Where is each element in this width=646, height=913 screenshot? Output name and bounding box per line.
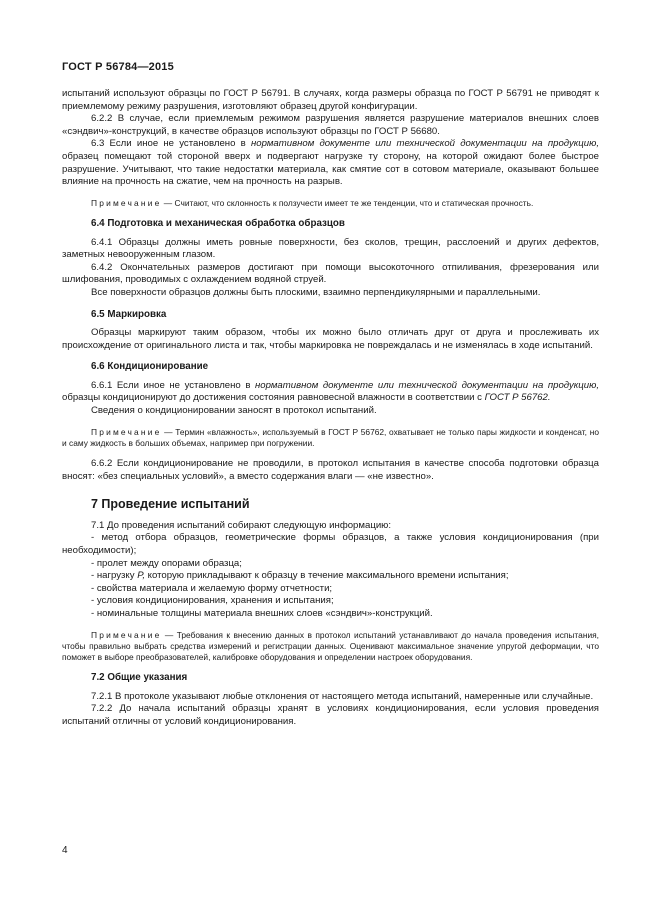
list-item: - метод отбора образцов, геометрические формы образцов, а также условия кондиционирования (при необходимости); bbox=[62, 532, 599, 557]
section-heading-7: 7 Проведение испытаний bbox=[91, 497, 250, 512]
paragraph: испытаний используют образцы по ГОСТ Р 56791. В случаях, когда размеры образца по ГОСТ Р 56791 не приводят к приемлемому режиму разрушения, изготовляют образец другой конфигурации. bbox=[62, 88, 599, 112]
list-item: - свойства материала и желаемую форму отчетности; bbox=[91, 582, 333, 594]
list-item: - нагрузку P, которую прикладывают к образцу в течение максимального времени испытания; bbox=[91, 570, 509, 582]
paragraph-6-4-2: 6.4.2 Окончательных размеров достигают при помощи высокоточного отпиливания, фрезерования или шлифования, проводимых с охлаждением водяной струей. bbox=[62, 261, 599, 286]
paragraph-6-3: 6.3 Если иное не установлено в нормативном документе или технической документации на продукцию, образец помещают той стороной вверх и подвергают нагрузке ту сторону, на которой ожидают более быстрое разрушение. Учитывают, что такие недостатки материала, как смятие сот в сотовом материале, оказывают большее влияние на прочность на сжатие, чем на прочность на разрыв. bbox=[62, 138, 600, 188]
paragraph-6-5: Образцы маркируют таким образом, чтобы их можно было отличать друг от друга и прослеживать их происхождение от оригинального листа и так, чтобы маркировка не повреждалась и не изменялась в ходе испытаний. bbox=[62, 327, 599, 351]
note: Примечание — Требования к внесению данных в протокол испытаний устанавливают до начала проведения испытания, чтобы правильно выбрать средства измерений и регистрации данных. Оценивают максимальное значение упругой деформации, что поможет в выборе преобразователей, калибровке оборудования и определении настроек оборудования. bbox=[62, 629, 599, 663]
paragraph-7-1: 7.1 До проведения испытаний собирают следующую информацию: bbox=[91, 519, 392, 531]
paragraph: Все поверхности образцов должны быть плоскими, взаимно перпендикулярными и параллельными. bbox=[91, 286, 541, 298]
paragraph-7-2-1: 7.2.1 В протоколе указывают любые отклонения от настоящего метода испытаний, намеренные или случайные. bbox=[91, 690, 594, 702]
paragraph-6-2-2: 6.2.2 В случае, если приемлемым режимом разрушения является разрушение материалов внешних слоев «сэндвич»-конструкций, в качестве образцов используют образцы по ГОСТ Р 56680. bbox=[62, 113, 599, 137]
section-heading-7-2: 7.2 Общие указания bbox=[91, 672, 188, 684]
paragraph-6-6-1: 6.6.1 Если иное не установлено в нормативном документе или технической документации на продукцию, образцы кондиционируют до достижения состояния равновесной влажности в соответствии с ГОСТ Р 56762. bbox=[62, 379, 600, 404]
page-number: 4 bbox=[62, 845, 68, 856]
standard-header: ГОСТ Р 56784—2015 bbox=[62, 61, 174, 73]
section-heading-6-5: 6.5 Маркировка bbox=[91, 308, 167, 320]
paragraph-7-2-2: 7.2.2 До начала испытаний образцы хранят в условиях кондиционирования, если условия проведения испытаний отличны от условий кондиционирования. bbox=[62, 703, 599, 727]
section-heading-6-6: 6.6 Кондиционирование bbox=[91, 361, 209, 373]
list-item: - номинальные толщины материала внешних слоев «сэндвич»-конструкций. bbox=[91, 608, 433, 620]
note: Примечание — Считают, что склонность к ползучести имеет те же тенденции, что и статическая прочность. bbox=[91, 197, 534, 208]
paragraph-6-6-2: 6.6.2 Если кондиционирование не проводили, в протокол испытания в качестве способа подготовки образца вносят: «без специальных условий», а вместо содержания влаги — «не известно». bbox=[62, 458, 599, 482]
body-text bbox=[62, 88, 599, 729]
section-heading-6-4: 6.4 Подготовка и механическая обработка образцов bbox=[91, 217, 345, 229]
paragraph-6-4-1: 6.4.1 Образцы должны иметь ровные поверхности, без сколов, трещин, расслоений и других дефектов, заметных невооруженным глазом. bbox=[62, 236, 599, 261]
list-item: - пролет между опорами образца; bbox=[91, 557, 242, 569]
list-item: - условия кондиционирования, хранения и испытания; bbox=[91, 595, 334, 607]
note: Примечание — Термин «влажность», используемый в ГОСТ Р 56762, охватывает не только пары жидкости и конденсат, но и саму жидкость в больших объемах, например при погружении. bbox=[62, 426, 599, 448]
paragraph: Сведения о кондиционировании заносят в протокол испытаний. bbox=[91, 405, 377, 417]
